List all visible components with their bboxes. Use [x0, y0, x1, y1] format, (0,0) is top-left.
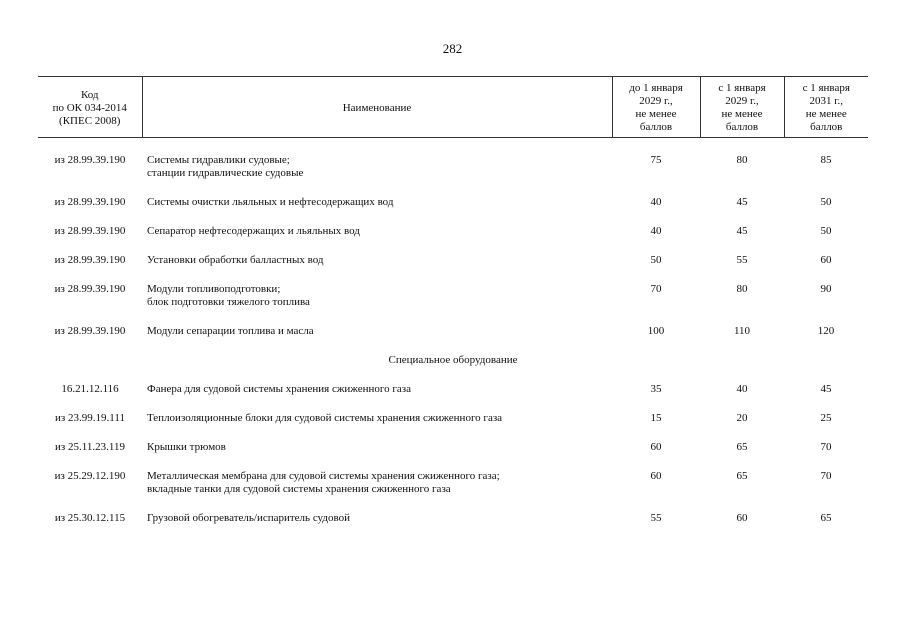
cell-name [142, 383, 612, 396]
table-row [38, 325, 868, 338]
header-col1 [612, 77, 700, 138]
header-col2-line: не менее [721, 108, 763, 120]
spacer-row [38, 496, 868, 512]
header-name: Наименование [142, 77, 612, 138]
cell-value-3: 50 [820, 225, 832, 237]
cell-value-1: 40 [650, 225, 662, 237]
cell-name [142, 254, 612, 267]
cell-value-1: 75 [650, 154, 662, 166]
cell-value-3: 70 [820, 441, 832, 453]
spacer-row [38, 180, 868, 196]
spacer-row [38, 454, 868, 470]
cell-name [142, 283, 612, 309]
spacer-row [38, 338, 868, 354]
cell-code: из 28.99.39.190 [54, 225, 126, 237]
cell-code: из 28.99.39.190 [54, 325, 126, 337]
table-row [38, 283, 868, 309]
cell-value-1: 15 [650, 412, 662, 424]
cell-value-3: 120 [817, 325, 835, 337]
cell-code: 16.21.12.116 [61, 383, 119, 395]
spacer-row [38, 367, 868, 383]
cell-value-2: 60 [736, 512, 748, 524]
cell-name [142, 512, 612, 525]
cell-value-2: 65 [736, 470, 748, 482]
cell-code: из 28.99.39.190 [54, 283, 126, 295]
section-title: Специальное оборудование [388, 354, 518, 366]
cell-value-3: 50 [820, 196, 832, 208]
cell-value-3: 65 [820, 512, 832, 524]
spacer-row [38, 309, 868, 325]
cell-name [142, 225, 612, 238]
header-col3 [784, 77, 868, 138]
cell-value-3: 25 [820, 412, 832, 424]
table-row [38, 154, 868, 180]
cell-name [142, 196, 612, 209]
header-code-line: Код [80, 88, 99, 101]
cell-name-line: Крышки трюмов [147, 441, 226, 453]
header-col1-line: до 1 января [629, 82, 683, 94]
spacer-row [38, 209, 868, 225]
cell-name [142, 441, 612, 454]
cell-value-2: 55 [736, 254, 748, 266]
table-row [38, 470, 868, 496]
table-row [38, 225, 868, 238]
cell-value-1: 55 [650, 512, 662, 524]
header-row [38, 77, 868, 138]
header-col2-line: 2029 г., [725, 95, 759, 107]
header-col3-line: не менее [805, 108, 847, 120]
table-row [38, 254, 868, 267]
cell-name-line: Теплоизоляционные блоки для судовой системы хранения сжиженного газа [147, 412, 503, 424]
cell-value-2: 20 [736, 412, 748, 424]
header-code-line: (КПЕС 2008) [59, 114, 121, 127]
cell-name-line: Системы очистки льяльных и нефтесодержащих вод [147, 196, 394, 208]
cell-value-1: 40 [650, 196, 662, 208]
table-row [38, 383, 868, 396]
cell-code: из 23.99.19.111 [55, 412, 125, 424]
cell-value-3: 85 [820, 154, 832, 166]
cell-value-1: 35 [650, 383, 662, 395]
cell-code: из 25.30.12.115 [54, 512, 126, 524]
cell-value-2: 80 [736, 154, 748, 166]
spacer-row [38, 138, 868, 155]
cell-name [142, 154, 612, 180]
cell-name-line: Модули сепарации топлива и масла [147, 325, 314, 337]
cell-name-line: Системы гидравлики судовые; [147, 154, 290, 166]
cell-code: из 28.99.39.190 [54, 254, 126, 266]
table-body [38, 138, 868, 526]
cell-name [142, 412, 612, 425]
cell-name-line: блок подготовки тяжелого топлива [147, 296, 310, 308]
header-col2-line: баллов [725, 121, 759, 133]
table-row [38, 412, 868, 425]
cell-name-line: Модули топливоподготовки; [147, 283, 281, 295]
data-table [38, 76, 868, 525]
header-code [38, 77, 142, 138]
cell-name-line: Грузовой обогреватель/испаритель судовой [147, 512, 350, 524]
cell-value-2: 40 [736, 383, 748, 395]
cell-value-2: 80 [736, 283, 748, 295]
cell-name-line: Фанера для судовой системы хранения сжиженного газа [147, 383, 412, 395]
cell-name-line: Сепаратор нефтесодержащих и льяльных вод [147, 225, 360, 237]
cell-value-1: 70 [650, 283, 662, 295]
section-row [38, 354, 868, 367]
cell-value-1: 60 [650, 470, 662, 482]
header-col1-line: 2029 г., [639, 95, 673, 107]
cell-code: из 28.99.39.190 [54, 154, 126, 166]
header-code-line: по ОК 034-2014 [52, 101, 127, 114]
spacer-row [38, 238, 868, 254]
page-number: 282 [442, 41, 463, 56]
cell-value-2: 45 [736, 196, 748, 208]
cell-name [142, 325, 612, 338]
cell-value-2: 110 [733, 325, 751, 337]
cell-name [142, 470, 612, 496]
spacer-row [38, 396, 868, 412]
header-col2-line: с 1 января [718, 82, 766, 94]
cell-name-line: вкладные танки для судовой системы хранения сжиженного газа [147, 483, 451, 495]
cell-code: из 25.11.23.119 [55, 441, 125, 453]
cell-value-2: 45 [736, 225, 748, 237]
header-col1-line: не менее [635, 108, 677, 120]
header-col3-line: 2031 г., [809, 95, 844, 107]
cell-value-1: 50 [650, 254, 662, 266]
table-row [38, 512, 868, 525]
table-header [38, 77, 868, 138]
spacer-row [38, 267, 868, 283]
cell-code: из 28.99.39.190 [54, 196, 126, 208]
cell-value-2: 65 [736, 441, 748, 453]
table-row [38, 441, 868, 454]
cell-name-line: станции гидравлические судовые [147, 167, 304, 179]
cell-value-3: 70 [820, 470, 832, 482]
header-col2 [700, 77, 784, 138]
spacer-row [38, 425, 868, 441]
cell-value-3: 60 [820, 254, 832, 266]
cell-value-3: 90 [820, 283, 832, 295]
header-col1-line: баллов [639, 121, 673, 133]
table-row [38, 196, 868, 209]
header-col3-line: с 1 января [802, 82, 850, 94]
cell-name-line: Установки обработки балластных вод [147, 254, 324, 266]
cell-name-line: Металлическая мембрана для судовой системы хранения сжиженного газа; [147, 470, 500, 482]
header-col3-line: баллов [810, 121, 843, 133]
cell-value-1: 100 [647, 325, 665, 337]
cell-value-1: 60 [650, 441, 662, 453]
cell-code: из 25.29.12.190 [54, 470, 126, 482]
cell-value-3: 45 [820, 383, 832, 395]
